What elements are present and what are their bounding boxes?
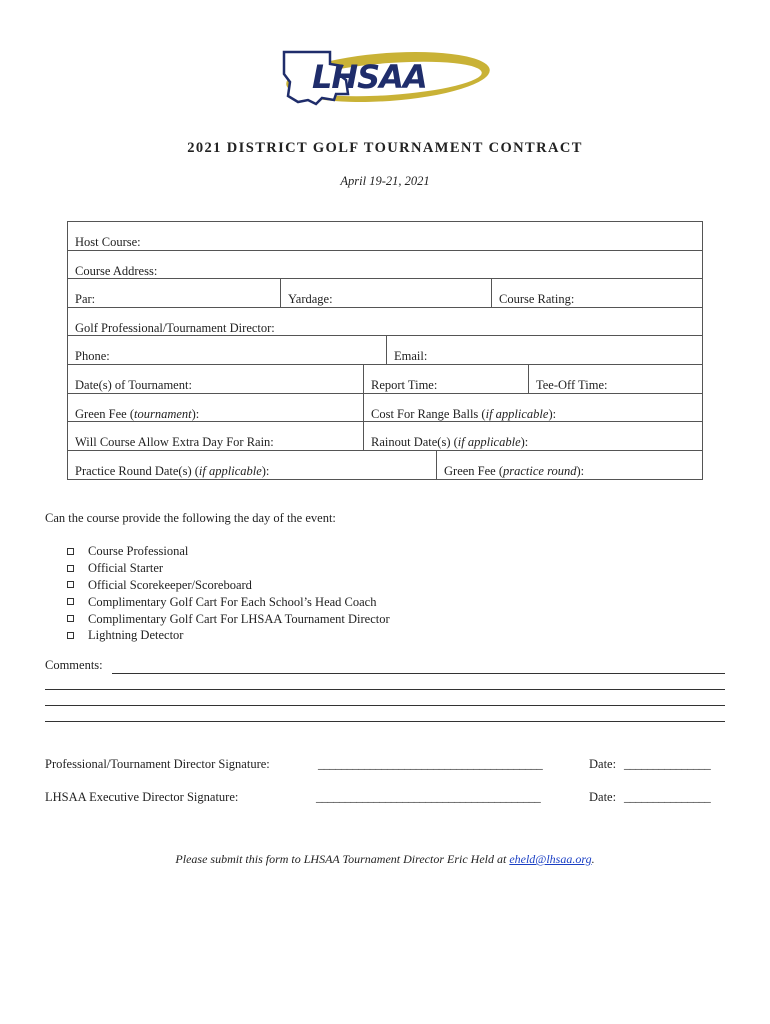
date-label: Date: (589, 790, 617, 804)
checkbox[interactable] (67, 581, 74, 588)
director-email-link[interactable]: eheld@lhsaa.org (509, 852, 592, 866)
form-row (68, 251, 702, 280)
executive-signature-line[interactable]: _______________________________________ (316, 790, 541, 804)
comments-label: Comments: (45, 658, 103, 672)
date-line[interactable]: _______________ (624, 790, 711, 804)
range-balls-field[interactable]: Cost For Range Balls (if applicable): (363, 394, 702, 422)
date-label: Date: (589, 757, 617, 771)
contract-form (67, 221, 703, 480)
checkbox[interactable] (67, 565, 74, 572)
document-title: 2021 DISTRICT GOLF TOURNAMENT CONTRACT (187, 140, 583, 156)
email-field[interactable]: Email: (386, 336, 702, 364)
services-checklist (67, 543, 390, 644)
yardage-field[interactable]: Yardage: (280, 279, 491, 307)
tournament-dates-field[interactable]: Date(s) of Tournament: (75, 377, 192, 392)
practice-fee-field[interactable]: Green Fee (practice round): (436, 451, 702, 480)
form-row (68, 336, 702, 365)
director-signature-label: Professional/Tournament Director Signature: (45, 757, 270, 771)
course-rating-field[interactable]: Course Rating: (491, 279, 702, 307)
form-row (68, 451, 702, 480)
lhsaa-logo (278, 44, 492, 112)
comments-line[interactable] (112, 673, 725, 674)
green-fee-field[interactable]: Green Fee (tournament): (75, 406, 200, 421)
checkbox[interactable] (67, 615, 74, 622)
form-row (68, 422, 702, 451)
tournament-dates: April 19-21, 2021 (340, 174, 430, 188)
services-question: Can the course provide the following the day of the event: (45, 511, 336, 525)
form-row (68, 394, 702, 423)
form-row (68, 308, 702, 337)
list-item: Course Professional (67, 543, 390, 560)
director-signature-line[interactable]: _______________________________________ (318, 757, 543, 771)
comments-line[interactable] (45, 689, 725, 690)
date-line[interactable]: _______________ (624, 757, 711, 771)
list-item: Official Scorekeeper/Scoreboard (67, 577, 390, 594)
phone-field[interactable]: Phone: (75, 349, 110, 364)
form-row (68, 279, 702, 308)
list-item: Official Starter (67, 560, 390, 577)
par-field[interactable]: Par: (75, 292, 96, 307)
host-course-field[interactable]: Host Course: (75, 235, 141, 249)
executive-signature-label: LHSAA Executive Director Signature: (45, 790, 239, 804)
extra-day-field[interactable]: Will Course Allow Extra Day For Rain: (75, 435, 274, 450)
list-item: Lightning Detector (67, 627, 390, 644)
report-time-field[interactable]: Report Time: (363, 365, 528, 393)
golf-pro-field[interactable]: Golf Professional/Tournament Director: (75, 320, 275, 335)
practice-round-field[interactable]: Practice Round Date(s) (if applicable): (75, 463, 270, 478)
checkbox[interactable] (67, 598, 74, 605)
comments-line[interactable] (45, 721, 725, 722)
checkbox[interactable] (67, 548, 74, 555)
rainout-dates-field[interactable]: Rainout Date(s) (if applicable): (363, 422, 702, 450)
submission-note: Please submit this form to LHSAA Tournament Director Eric Held at eheld@lhsaa.org. (175, 852, 595, 866)
comments-line[interactable] (45, 705, 725, 706)
form-row (68, 222, 702, 251)
form-row (68, 365, 702, 394)
tee-off-time-field[interactable]: Tee-Off Time: (528, 365, 702, 393)
list-item: Complimentary Golf Cart For LHSAA Tournament Director (67, 610, 390, 627)
checkbox[interactable] (67, 632, 74, 639)
svg-text:LHSAA: LHSAA (312, 58, 427, 96)
list-item: Complimentary Golf Cart For Each School’s Head Coach (67, 593, 390, 610)
course-address-field[interactable]: Course Address: (75, 263, 158, 278)
